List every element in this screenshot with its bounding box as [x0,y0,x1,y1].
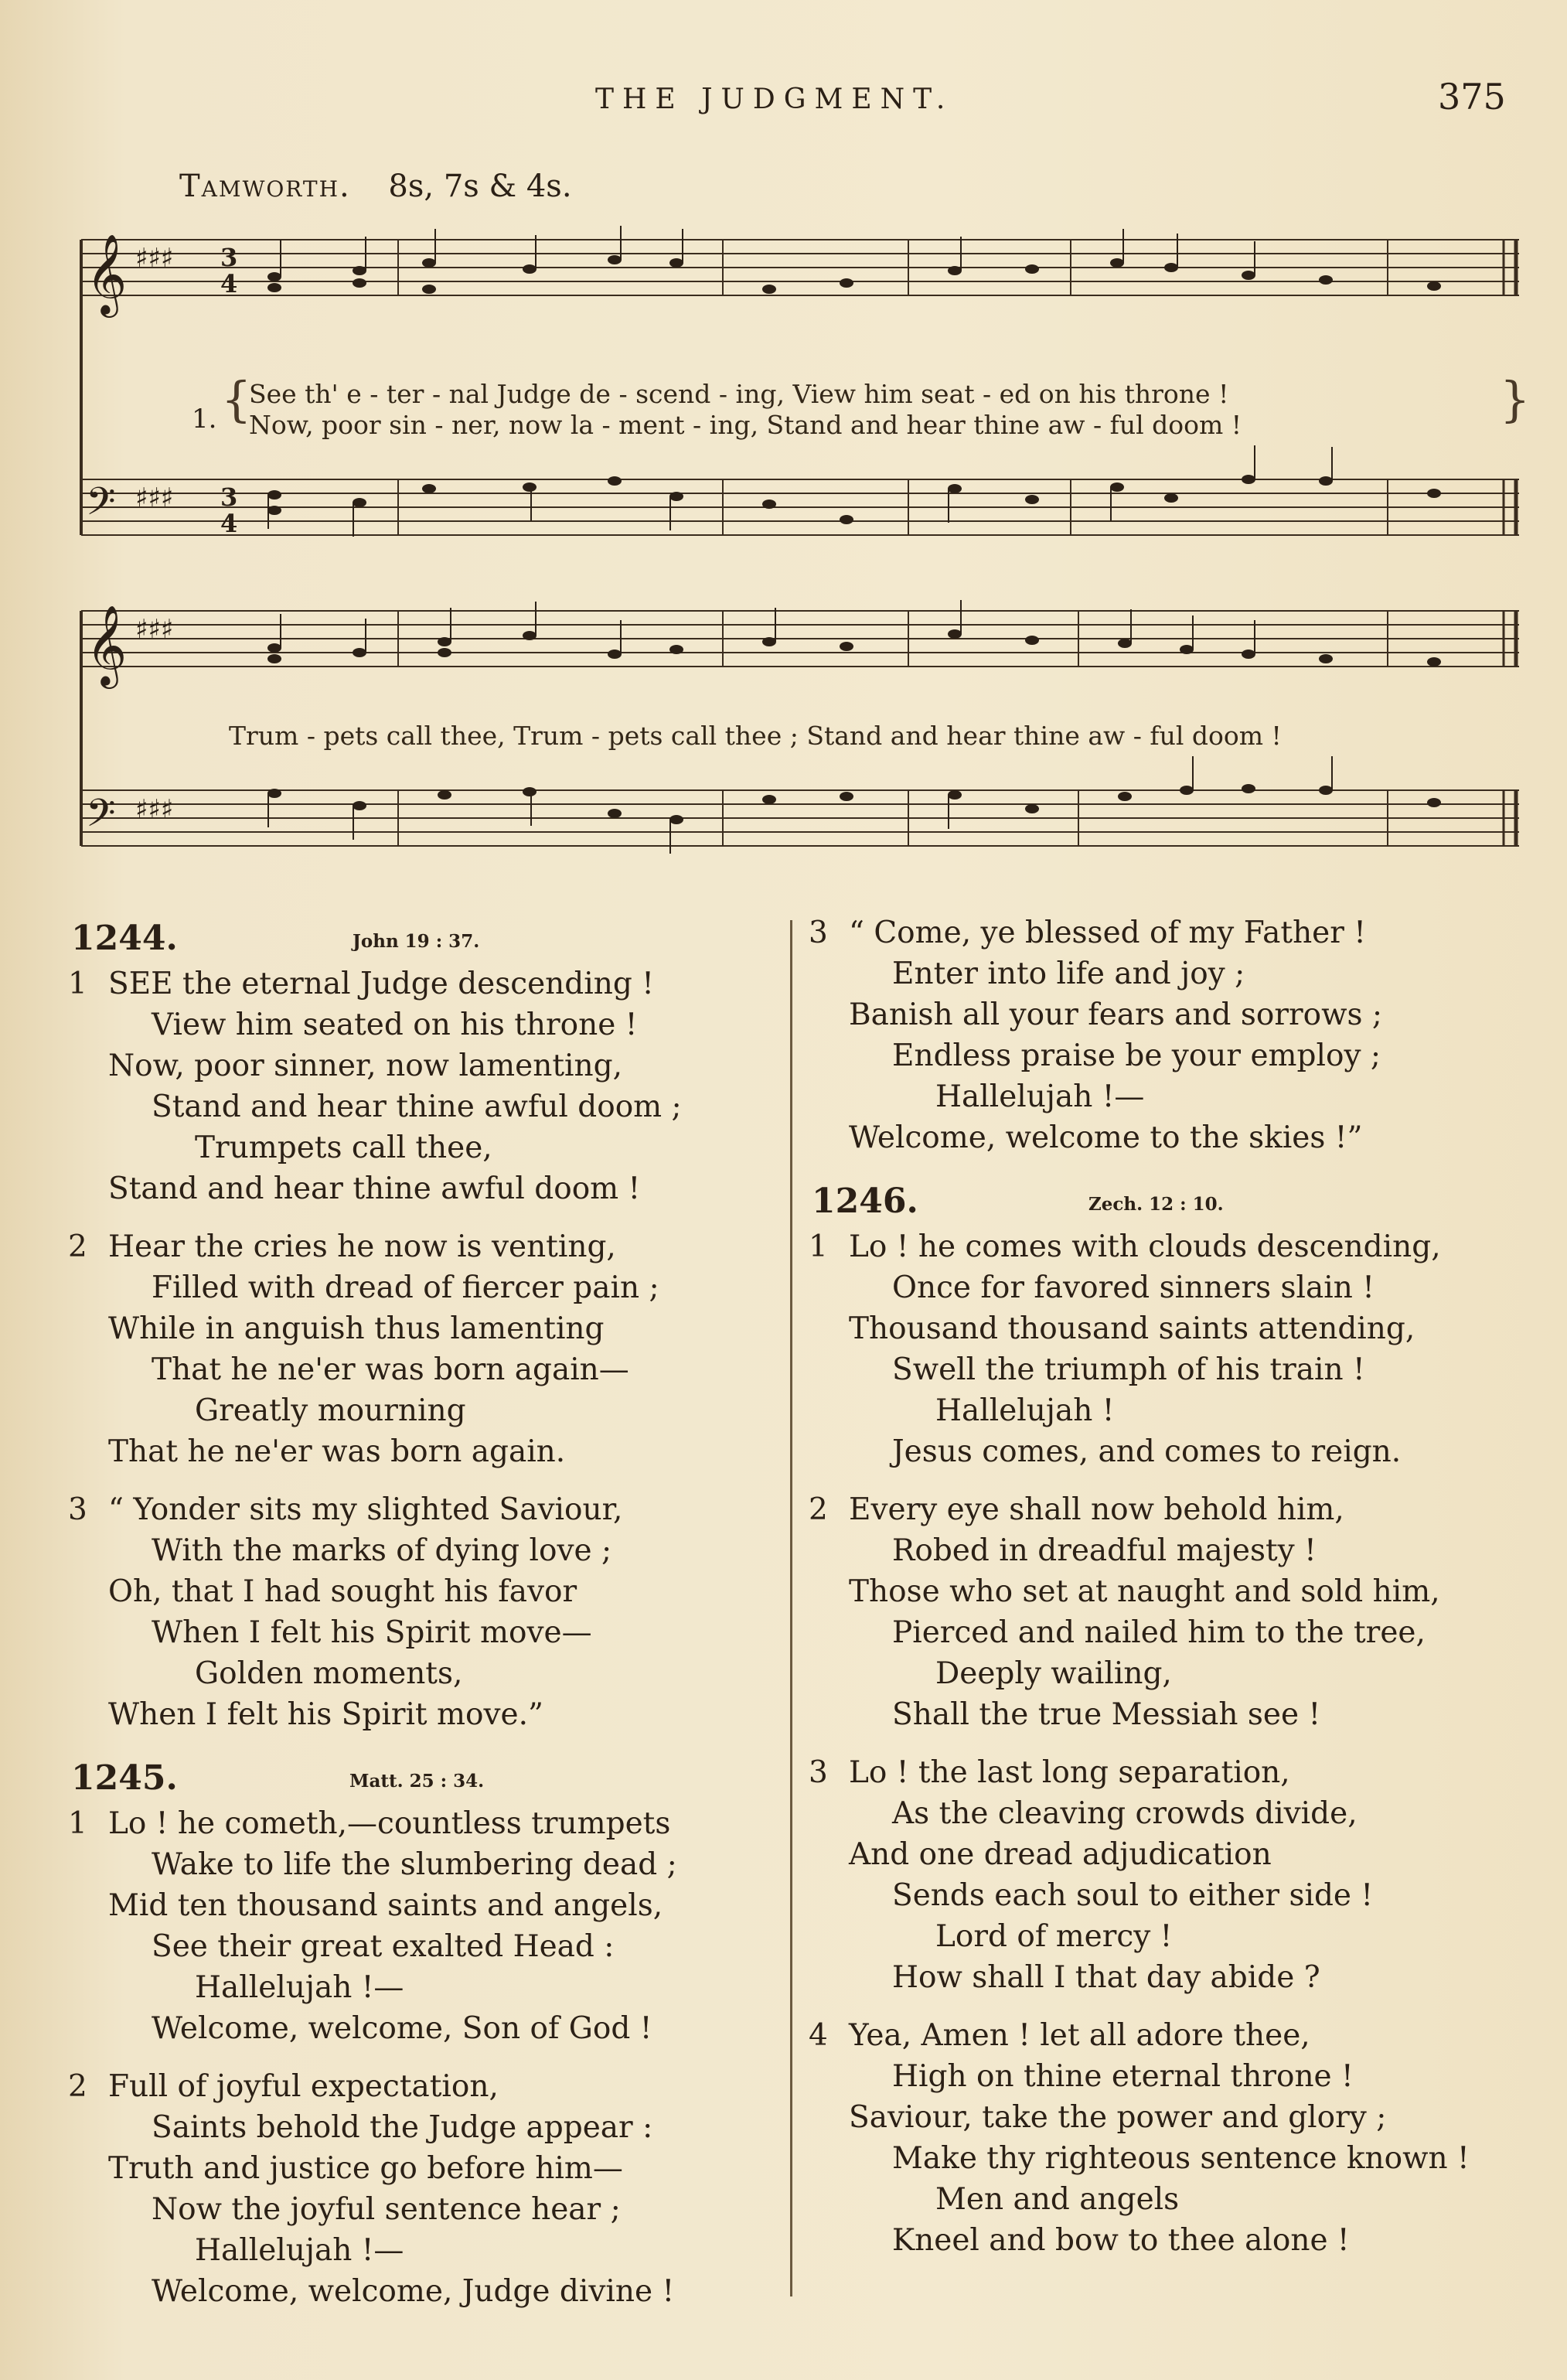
stanza-line-text: Yea, Amen ! let all adore thee, [849,2018,1310,2053]
stanza-line: Men and angels [935,2182,1180,2217]
svg-text:𝄢: 𝄢 [86,479,116,534]
right-column [809,912,1507,2278]
stanza-line: Jesus comes, and comes to reign. [892,1434,1402,1469]
stanza-line: Filled with dread of fiercer pain ; [152,1270,659,1305]
svg-text:♯♯♯: ♯♯♯ [135,614,174,645]
lyrics-system-1-line-1: See th' e - ter - nal Judge de - scend - ing, View him seat - ed on his throne ! [249,379,1229,409]
stanza-number: 2 [809,1492,828,1527]
stanza-line [809,1752,1507,1793]
stanza-line [68,963,767,1004]
hymn-heading [812,1175,1507,1226]
stanza-line [809,912,1507,953]
stanza-line: Hallelujah !— [195,2233,404,2268]
stanza-line: Stand and hear thine awful doom ! [108,1171,641,1206]
scripture-reference: Matt. 25 : 34. [349,1771,485,1792]
hymn-1244 [68,912,767,1735]
stanza-line: Stand and hear thine awful doom ; [152,1089,682,1124]
stanza-line: See their great exalted Head : [152,1929,615,1964]
stanza-line: Trumpets call thee, [195,1130,492,1165]
stanza-line [68,2066,767,2107]
stanza-line-text: “ Come, ye blessed of my Father ! [849,916,1366,950]
stanza-number: 1 [68,1806,87,1841]
stanza-line: Hallelujah !— [195,1970,404,2005]
stanza [68,2066,767,2312]
stanza-line [809,2015,1507,2056]
stanza-line: Endless praise be your employ ; [892,1038,1381,1073]
svg-text:3: 3 [220,482,238,512]
svg-text:3: 3 [220,243,238,272]
svg-text:♯♯♯: ♯♯♯ [135,794,174,825]
stanza-line: Kneel and bow to thee alone ! [892,2223,1350,2258]
stanza-line: Pierced and nailed him to the tree, [892,1615,1426,1650]
stanza-number: 2 [68,1229,87,1264]
stanza-line: Make thy righteous sentence known ! [892,2141,1470,2176]
stanza-line: Robed in dreadful majesty ! [892,1533,1317,1568]
scripture-reference: Zech. 12 : 10. [1088,1194,1224,1215]
stanza-line: As the cleaving crowds divide, [892,1796,1357,1831]
stanza-line: When I felt his Spirit move.” [108,1697,543,1732]
tune-name: Tamworth. [179,169,351,204]
stanza-line: How shall I that day abide ? [892,1960,1320,1995]
hymn-number: 1246. [812,1181,918,1221]
svg-text:𝄢: 𝄢 [86,791,116,845]
stanza-line: Truth and justice go before him— [108,2151,623,2186]
stanza-line [68,1489,767,1530]
stanza-line: Now, poor sinner, now lamenting, [108,1048,622,1083]
music-verse-number: 1. [192,404,217,435]
right-brace: } [1500,371,1531,428]
stanza-line [68,1803,767,1844]
stanza-line-text: “ Yonder sits my slighted Saviour, [108,1492,623,1527]
stanza [68,1226,767,1472]
stanza-line: That he ne'er was born again. [108,1434,566,1469]
stanza-line: Enter into life and joy ; [892,956,1245,991]
stanza-line-text: Full of joyful expectation, [108,2069,499,2104]
stanza-line: Shall the true Messiah see ! [892,1697,1321,1732]
stanza-line: While in anguish thus lamenting [108,1311,605,1346]
stanza-line: High on thine eternal throne ! [892,2059,1354,2094]
stanza-line-text: SEE the eternal Judge descending ! [108,967,654,1001]
stanza-line: Mid ten thousand saints and angels, [108,1888,663,1923]
stanza-number: 4 [809,2018,828,2053]
hymn-heading [71,912,767,963]
stanza-line: Sends each soul to either side ! [892,1878,1374,1913]
tune-header [179,169,572,204]
stanza-line-text: Lo ! the last long separation, [849,1755,1290,1790]
left-brace: { [221,371,252,428]
stanza-line: When I felt his Spirit move— [152,1615,592,1650]
stanza-line: Oh, that I had sought his favor [108,1574,577,1609]
stanza-line-text: Lo ! he comes with clouds descending, [849,1229,1441,1264]
running-title: THE JUDGMENT. [595,84,954,115]
stanza-line: With the marks of dying love ; [152,1533,612,1568]
stanza [68,1489,767,1735]
hymn-1245-continued [809,912,1507,1158]
stanza-number: 1 [68,967,87,1001]
svg-text:𝄞: 𝄞 [86,234,128,315]
stanza-line: Once for favored sinners slain ! [892,1270,1375,1305]
svg-text:♯♯♯: ♯♯♯ [135,243,174,274]
stanza [809,1752,1507,1998]
stanza [809,1489,1507,1735]
stanza-line: Those who set at naught and sold him, [849,1574,1440,1609]
stanza-line-text: Lo ! he cometh,—countless trumpets [108,1806,671,1841]
stanza-line: View him seated on his throne ! [152,1008,638,1042]
left-column [68,912,767,2329]
stanza-number: 3 [68,1492,87,1527]
stanza-line: Welcome, welcome, Son of God ! [152,2011,652,2046]
hymn-number: 1244. [71,919,178,958]
stanza-line: Hallelujah ! [935,1393,1115,1428]
svg-text:♯♯♯: ♯♯♯ [135,482,174,513]
stanza-line: Hallelujah !— [935,1079,1145,1114]
stanza [809,2015,1507,2261]
stanza-line: Swell the triumph of his train ! [892,1352,1365,1387]
stanza-line: Banish all your fears and sorrows ; [849,997,1383,1032]
stanza-line: Welcome, welcome to the skies !” [849,1120,1363,1155]
svg-text:4: 4 [220,269,238,298]
stanza-line: Saints behold the Judge appear : [152,2110,653,2145]
svg-text:4: 4 [220,509,238,538]
page-number: 375 [1438,76,1506,118]
stanza-line: Greatly mourning [195,1393,466,1428]
lyrics-system-1-line-2: Now, poor sin - ner, now la - ment - ing, Stand and hear thine aw - ful doom ! [249,410,1242,440]
stanza-line: Lord of mercy ! [935,1919,1173,1954]
stanza-line: Thousand thousand saints attending, [849,1311,1415,1346]
column-divider [790,920,792,2296]
stanza-line: And one dread adjudication [849,1837,1272,1872]
stanza-line [809,1489,1507,1530]
svg-text:𝄞: 𝄞 [86,605,128,686]
scripture-reference: John 19 : 37. [353,931,480,952]
hymn-1245 [68,1752,767,2312]
stanza [68,963,767,1209]
stanza [809,1226,1507,1472]
stanza-line: Golden moments, [195,1656,463,1691]
stanza-line [809,1226,1507,1267]
stanza-line: Saviour, take the power and glory ; [849,2100,1387,2135]
stanza-line: Now the joyful sentence hear ; [152,2192,621,2227]
stanza-line-text: Hear the cries he now is venting, [108,1229,616,1264]
stanza-line: Deeply wailing, [935,1656,1172,1691]
stanza-number: 3 [809,1755,828,1790]
stanza-number: 3 [809,916,828,950]
hymn-heading [71,1752,767,1803]
stanza [809,912,1507,1158]
stanza-line: Wake to life the slumbering dead ; [152,1847,677,1882]
stanza-line: That he ne'er was born again— [152,1352,629,1387]
stanza-line [68,1226,767,1267]
hymn-1246 [809,1175,1507,2261]
stanza-line: Welcome, welcome, Judge divine ! [152,2274,675,2309]
tune-meter: 8s, 7s & 4s. [388,169,572,204]
stanza-number: 1 [809,1229,828,1264]
stanza-line-text: Every eye shall now behold him, [849,1492,1344,1527]
stanza [68,1803,767,2049]
lyrics-system-2: Trum - pets call thee, Trum - pets call thee ; Stand and hear thine aw - ful doom ! [229,721,1282,751]
hymn-number: 1245. [71,1758,178,1798]
stanza-number: 2 [68,2069,87,2104]
